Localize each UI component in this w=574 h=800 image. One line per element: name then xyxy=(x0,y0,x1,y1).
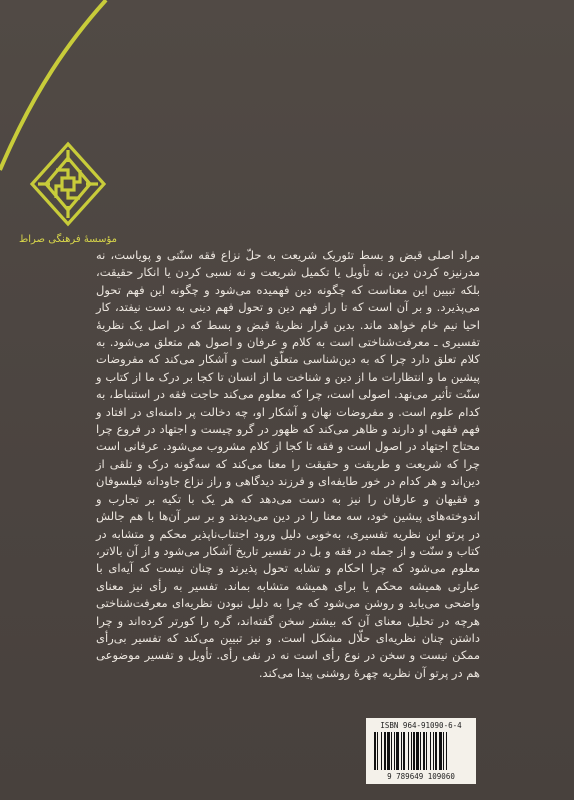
body-paragraph: مراد اصلی قبض و بسط تئوریک شریعت به حلّ نزاع فقه سنّتی و پویاست، نه مدرنیزه کردن دین، نه تأویل یا تکمیل شریعت و نه نسبی کردن یا انکار حقیقت، بلکه تبیین این معناست که چگونه دین فهمیده می‌شود و چگونه این فهم تحول می‌پذیرد. و بر آن است که تا راز فهم دین و تحول فهم دینی به دست نیفتد، کار احیا نیم خام خواهد ماند. بدین قرار نظریهٔ قبض و بسط که در اصل یک نظریهٔ تفسیری ـ معرفت‌شناختی است به کلام و عرفان و اصول هم متعلق می‌شود. به کلام تعلق دارد چرا که به دین‌شناسی متعلّق است و آشکار می‌کند که مفروضات پیشین ما و انتظارات ما از دین و شناخت ما از انسان تا کجا بر درک ما از کتاب و سنّت تأثیر می‌نهد. اصولی است، چرا که معلوم می‌کند حاجت فقه در استنباط، به کدام علوم است. و مفروضات نهان و آشکار او، چه دخالت پر دامنه‌ای در افتاد و فهم فقهی او دارند و ظاهر می‌کند که ظهور در گرو چیست و اجتهاد در فروع چرا محتاج اجتهاد در اصول است و فقه تا کجا از کلام مشروب می‌شود. عرفانی است چرا که شریعت و طریقت و حقیقت را معنا می‌کند که سه‌گونه درک و تلقی از دین‌اند و هر کدام در خور طایفه‌ای و فرزند دیدگاهی و راز نزاع جاودانه فیلسوفان و فقیهان و عارفان را نیز به دست می‌دهد که هر یک با تکیه بر تجارب و اندوخته‌های پیشین خود، سه معنا را در دین می‌دیدند و بر سر آن‌ها با هم جالش در پرتو این نظریه تفسیری، به‌خوبی دلیل ورود اجتناب‌ناپذیر محکم و متشابه در کتاب و سنّت و از جمله در فقه و بل در تفسیر تاریخ آشکار می‌شود و از آن بالاتر، معلوم می‌شود که چرا احکام و تشابه تحول پذیرند و چنان نیست که آیه‌ای با عبارتی همیشه محکم یا برای همیشه متشابه بماند. تفسیر به رأی نیز معنای واضحی می‌یابد و روشن می‌شود که چرا به دلیل نبودن نظریه‌ای معرفت‌شناختی هرچه در تحلیل معنای آن که بیشتر سخن گفته‌اند، گره را کورتر کرده‌اند و چرا داشتن چنان نظریه‌ای حلّال مشکل است. و نیز تبیین می‌کند که تفسیر بی‌رأی ممکن نیست و سخن در نوع رأی است نه در نفی رأی. تأویل و تفسیر موضوعی هم در پرتو آن نظریه چهرهٔ روشنی پیدا می‌کند. xyxy=(96,248,480,680)
barcode-digits: 9 789649 109060 xyxy=(387,772,455,781)
back-cover-text xyxy=(96,247,480,682)
publisher-caption: مؤسسهٔ فرهنگی صراط xyxy=(18,234,118,245)
isbn-text: ISBN 964-91090-6-4 xyxy=(380,721,462,730)
barcode-label xyxy=(366,718,476,784)
barcode-bars xyxy=(374,732,470,770)
kufic-square-logo-icon xyxy=(28,140,108,230)
